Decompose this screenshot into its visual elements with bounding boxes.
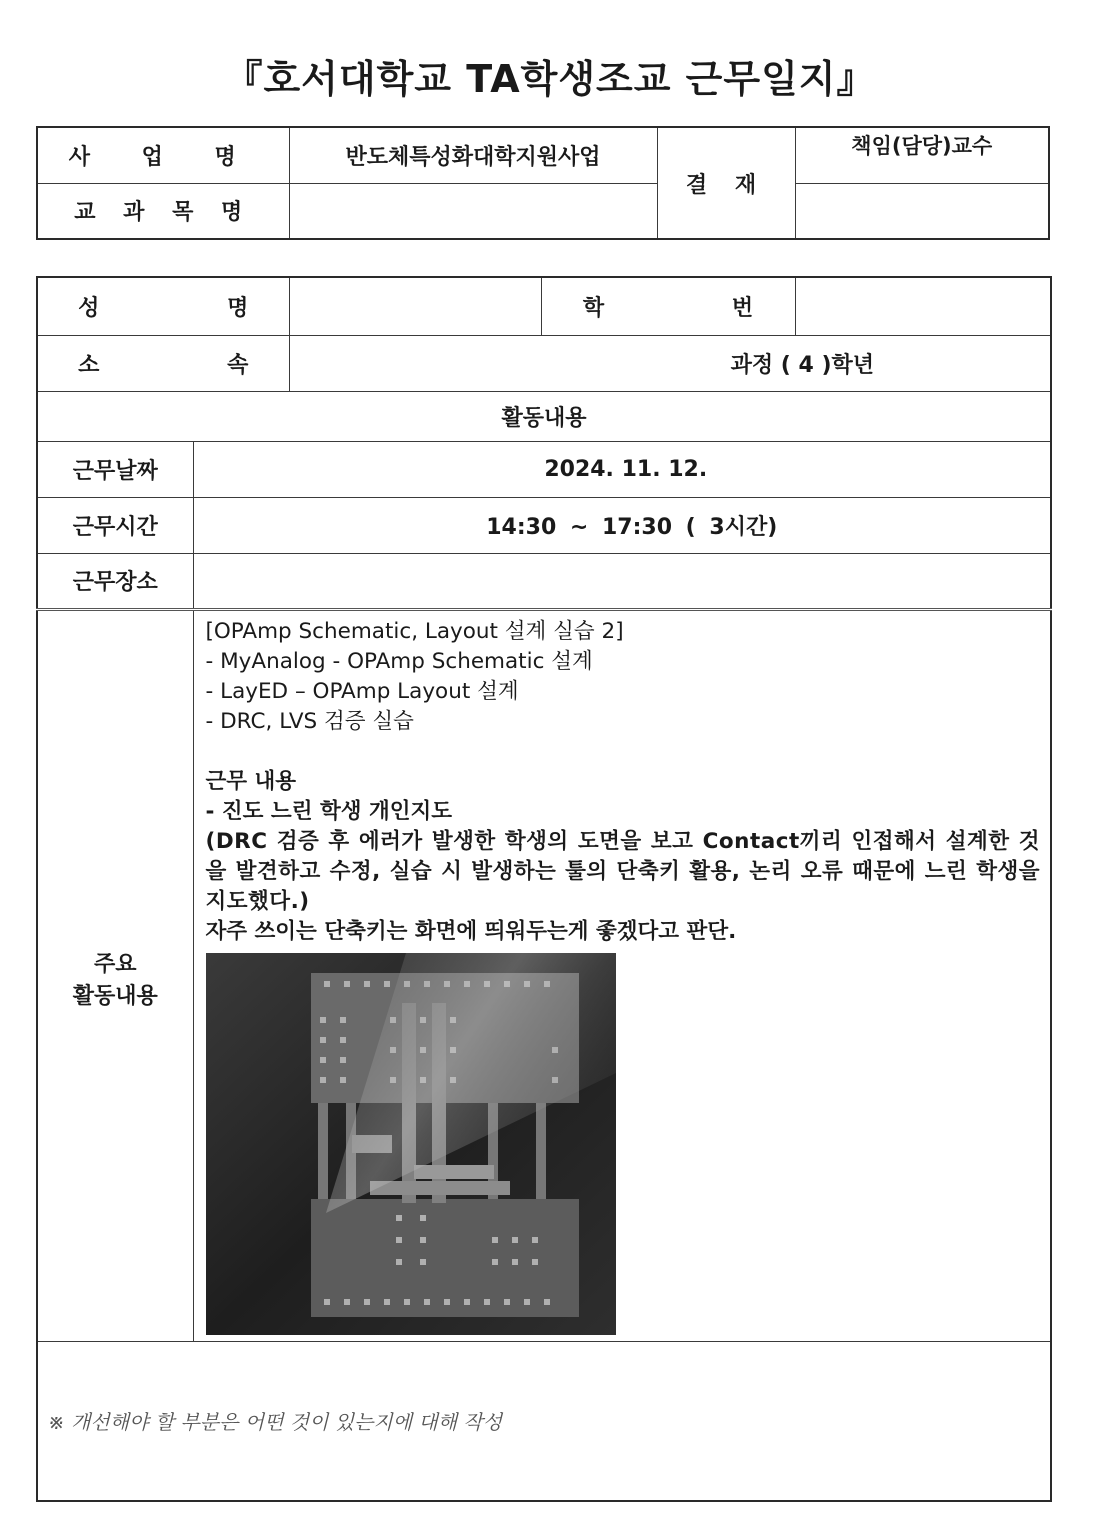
course-label: 교 과 목 명: [37, 183, 289, 239]
activity-item: - DRC, LVS 검증 실습: [205, 708, 414, 734]
business-label: 사 업 명: [37, 127, 289, 183]
activity-heading: [OPAmp Schematic, Layout 설계 실습 2]: [205, 618, 624, 644]
business-value: 반도체특성화대학지원사업: [289, 127, 657, 183]
work-heading: 근무 내용: [205, 768, 297, 794]
activity-header: 활동내용: [37, 391, 1051, 441]
professor-label: 책임(담당)교수: [795, 127, 1049, 183]
time-label: 근무시간: [37, 497, 193, 553]
activity-item: - LayED – OPAmp Layout 설계: [205, 678, 519, 704]
name-label: 성 명: [37, 277, 289, 335]
student-id-value: [795, 277, 1051, 335]
main-activity-label: 주요 활동내용: [37, 609, 193, 1341]
affiliation-label: 소 속: [37, 335, 289, 391]
document-title: 『호서대학교 TA학생조교 근무일지』: [224, 57, 876, 101]
approval-label: 결 재: [657, 127, 795, 239]
professor-signature-box: [795, 183, 1049, 239]
place-value: [193, 553, 1051, 609]
student-id-label: 학 번: [541, 277, 795, 335]
work-detail: (DRC 검증 후 에러가 발생한 학생의 도면을 보고 Contact끼리 인접해서 설계한 것을 발견하고 수정, 실습 시 발생하는 툴의 단축키 활용, 논리 오류 때문에 느린 학생을 지도했다.): [205, 828, 1041, 914]
affiliation-value: 과정 ( 4 )학년: [289, 335, 1051, 391]
opamp-layout-screenshot: [206, 953, 616, 1335]
time-value: 14:30 ~ 17:30 ( 3시간): [193, 497, 1051, 553]
conclusion: 자주 쓰이는 단축키는 화면에 띄워두는게 좋겠다고 판단.: [205, 918, 737, 944]
improvement-note: ※ 개선해야 할 부분은 어떤 것이 있는지에 대해 작성: [48, 1410, 503, 1435]
header-table: [36, 126, 1050, 240]
place-label: 근무장소: [37, 553, 193, 609]
info-table: [36, 276, 1052, 1502]
work-item: - 진도 느린 학생 개인지도: [205, 798, 453, 824]
course-value: [289, 183, 657, 239]
name-value: [289, 277, 541, 335]
date-label: 근무날짜: [37, 441, 193, 497]
date-value: 2024. 11. 12.: [193, 441, 1051, 497]
improvement-note-cell: [37, 1341, 1051, 1501]
main-activity-content: [193, 609, 1051, 1341]
activity-item: - MyAnalog - OPAmp Schematic 설계: [205, 648, 593, 674]
